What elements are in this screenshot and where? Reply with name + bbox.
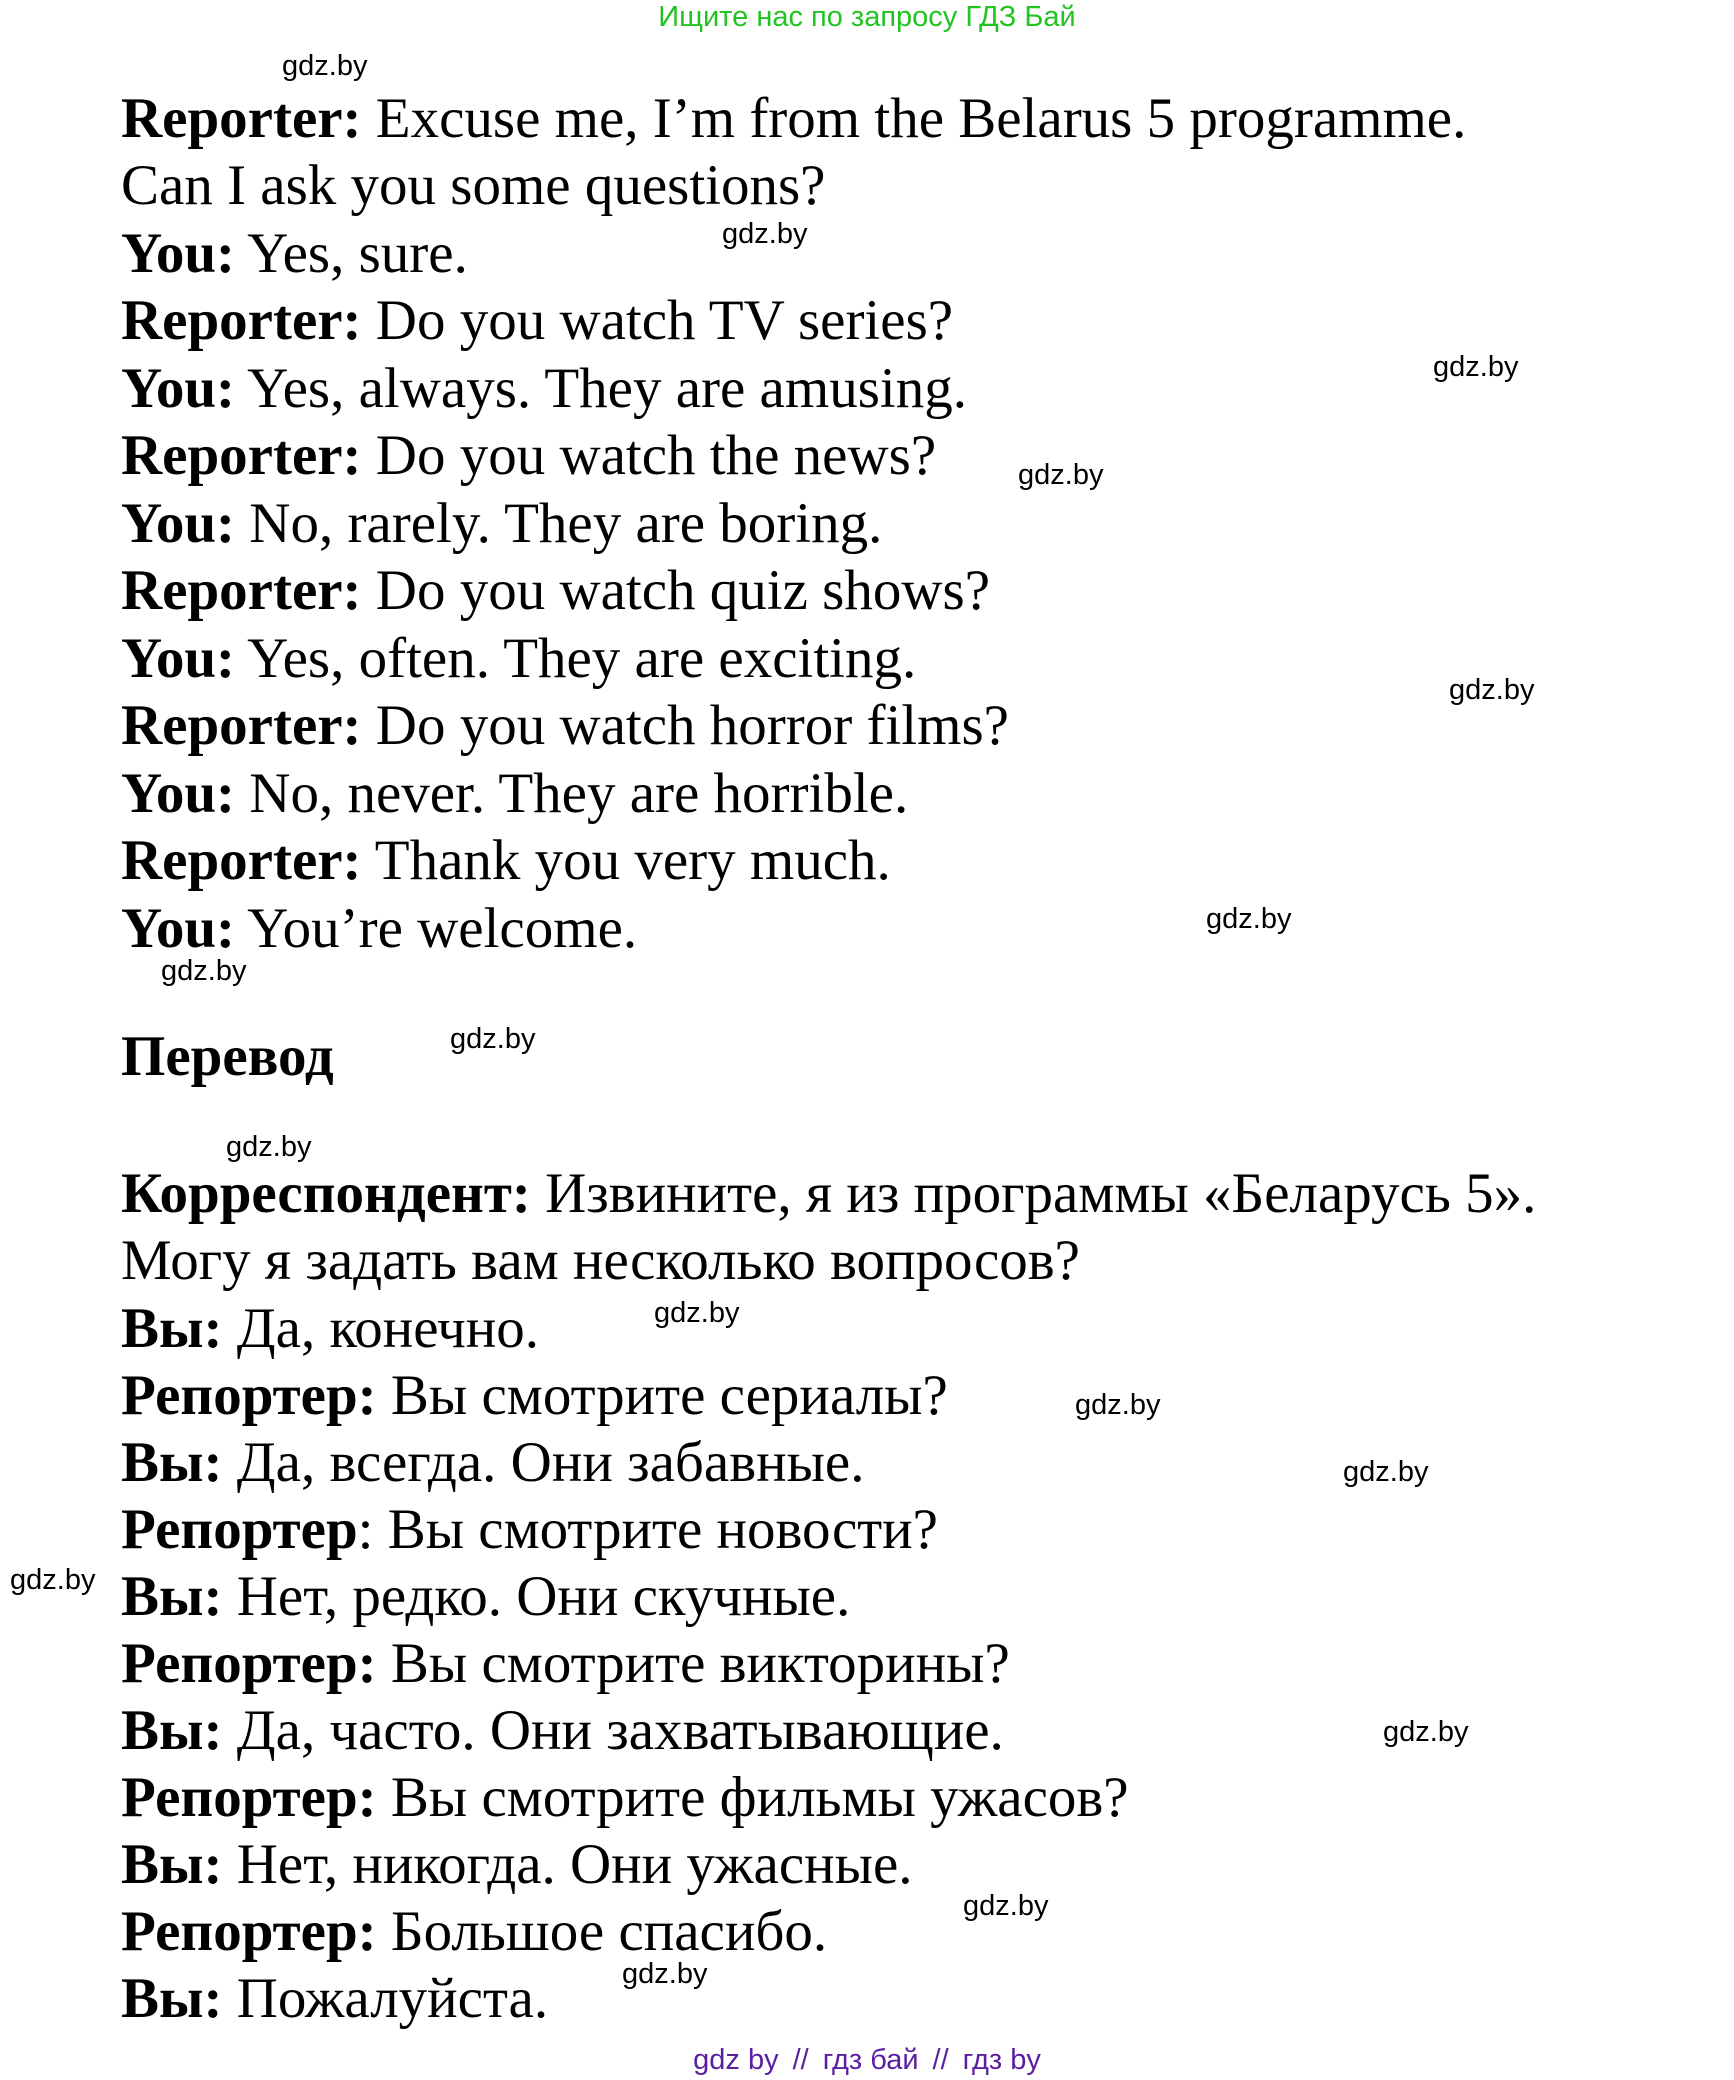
speaker-label: Reporter: xyxy=(121,559,362,622)
speaker-label: Вы: xyxy=(121,1967,223,2030)
speaker-label: Репортер xyxy=(121,1498,358,1561)
dialogue-line xyxy=(121,357,967,420)
dialogue-line xyxy=(121,492,883,555)
dialogue-line xyxy=(121,1967,549,2030)
dialogue-line xyxy=(121,1699,1004,1762)
top-banner: Ищите нас по запросу ГДЗ Бай xyxy=(658,1,1076,33)
speaker-label: You: xyxy=(121,627,236,690)
line-text: : Вы смотрите новости? xyxy=(357,1498,938,1561)
dialogue-line xyxy=(121,1297,540,1360)
dialogue-line xyxy=(121,222,468,285)
speaker-label: Reporter: xyxy=(121,694,362,757)
watermark: gdz.by xyxy=(1343,1456,1429,1488)
watermark: gdz.by xyxy=(1075,1389,1161,1421)
line-text: No, never. They are horrible. xyxy=(235,762,909,825)
watermark: gdz.by xyxy=(654,1297,740,1329)
dialogue-line xyxy=(121,154,826,217)
dialogue-line xyxy=(121,1900,828,1963)
speaker-label: You: xyxy=(121,492,236,555)
footer-link[interactable]: гдз бай xyxy=(822,2044,919,2076)
speaker-label: Reporter: xyxy=(121,829,362,892)
line-text: Да, всегда. Они забавные. xyxy=(222,1431,865,1494)
watermark: gdz.by xyxy=(226,1131,312,1163)
dialogue-line xyxy=(121,1565,851,1628)
watermark: gdz.by xyxy=(1018,459,1104,491)
speaker-label: Вы: xyxy=(121,1565,223,1628)
speaker-label: Reporter: xyxy=(121,289,362,352)
line-text: Excuse me, I’m from the Belarus 5 programme. xyxy=(361,87,1467,150)
line-text: Вы смотрите сериалы? xyxy=(376,1364,948,1427)
speaker-label: Вы: xyxy=(121,1833,223,1896)
line-text: Да, конечно. xyxy=(222,1297,540,1360)
line-text: Извините, я из программы «Беларусь 5». xyxy=(530,1162,1537,1225)
watermark: gdz.by xyxy=(1449,674,1535,706)
speaker-label: Репортер: xyxy=(121,1632,377,1695)
line-text: Yes, often. They are exciting. xyxy=(235,627,917,690)
watermark: gdz.by xyxy=(722,218,808,250)
watermark: gdz.by xyxy=(963,1890,1049,1922)
dialogue-line xyxy=(121,1766,1129,1829)
speaker-label: Репортер: xyxy=(121,1766,377,1829)
footer-links xyxy=(0,2044,1734,2076)
dialogue-line xyxy=(121,1162,1537,1225)
line-text: Вы смотрите викторины? xyxy=(376,1632,1010,1695)
dialogue-line xyxy=(121,829,891,892)
speaker-label: Reporter: xyxy=(121,424,362,487)
watermark: gdz.by xyxy=(1433,351,1519,383)
speaker-label: You: xyxy=(121,897,236,960)
line-text: You’re welcome. xyxy=(235,897,638,960)
dialogue-line xyxy=(121,1431,865,1494)
line-text: Вы смотрите фильмы ужасов? xyxy=(376,1766,1129,1829)
dialogue-line xyxy=(121,424,937,487)
line-text: Thank you very much. xyxy=(361,829,891,892)
dialogue-line xyxy=(121,762,909,825)
line-text: Do you watch the news? xyxy=(361,424,937,487)
watermark: gdz.by xyxy=(282,50,368,82)
line-text: Нет, редко. Они скучные. xyxy=(222,1565,851,1628)
dialogue-line xyxy=(121,1632,1010,1695)
footer-separator: // xyxy=(932,2044,949,2076)
footer-link[interactable]: гдз by xyxy=(962,2044,1041,2076)
speaker-label: You: xyxy=(121,222,236,285)
dialogue-line xyxy=(121,289,954,352)
translation-heading: Перевод xyxy=(121,1025,334,1088)
watermark: gdz.by xyxy=(450,1023,536,1055)
line-text: Да, часто. Они захватывающие. xyxy=(222,1699,1004,1762)
line-text: Do you watch horror films? xyxy=(361,694,1009,757)
line-text: Do you watch quiz shows? xyxy=(361,559,991,622)
watermark: gdz.by xyxy=(161,955,247,987)
line-text: Yes, always. They are amusing. xyxy=(235,357,967,420)
line-text: Yes, sure. xyxy=(235,222,468,285)
dialogue-line xyxy=(121,627,917,690)
line-text: Can I ask you some questions? xyxy=(121,154,826,217)
dialogue-line xyxy=(121,1833,913,1896)
speaker-label: Корреспондент: xyxy=(121,1162,531,1225)
dialogue-line xyxy=(121,1229,1080,1292)
line-text: Большое спасибо. xyxy=(376,1900,828,1963)
watermark: gdz.by xyxy=(10,1564,96,1596)
watermark: gdz.by xyxy=(622,1958,708,1990)
line-text: Пожалуйста. xyxy=(222,1967,549,2030)
speaker-label: You: xyxy=(121,762,236,825)
footer-link[interactable]: gdz by xyxy=(693,2044,779,2076)
speaker-label: Репортер: xyxy=(121,1364,377,1427)
watermark: gdz.by xyxy=(1383,1716,1469,1748)
footer-separator: // xyxy=(792,2044,809,2076)
line-text: Могу я задать вам несколько вопросов? xyxy=(121,1229,1080,1292)
speaker-label: Вы: xyxy=(121,1699,223,1762)
line-text: Нет, никогда. Они ужасные. xyxy=(222,1833,913,1896)
dialogue-line xyxy=(121,87,1467,150)
speaker-label: Репортер: xyxy=(121,1900,377,1963)
dialogue-line xyxy=(121,897,638,960)
dialogue-line xyxy=(121,1364,948,1427)
speaker-label: Вы: xyxy=(121,1431,223,1494)
speaker-label: Вы: xyxy=(121,1297,223,1360)
dialogue-line xyxy=(121,559,991,622)
speaker-label: You: xyxy=(121,357,236,420)
speaker-label: Reporter: xyxy=(121,87,362,150)
line-text: No, rarely. They are boring. xyxy=(235,492,883,555)
watermark: gdz.by xyxy=(1206,903,1292,935)
dialogue-line xyxy=(121,1498,938,1561)
dialogue-line xyxy=(121,694,1009,757)
line-text: Do you watch TV series? xyxy=(361,289,954,352)
